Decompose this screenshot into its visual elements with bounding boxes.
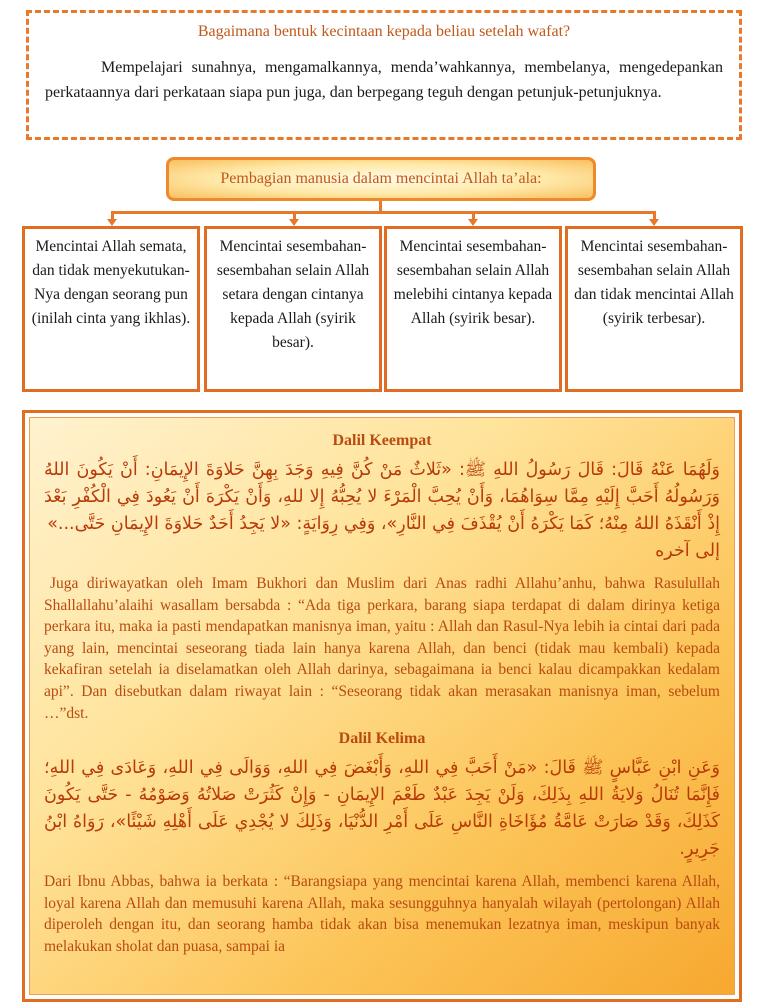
category-text-3: Mencintai sesembahan-sesembahan selain Allah melebihi cintanya kepada Allah (syirik besar). xyxy=(393,238,553,327)
connector-arrow-3 xyxy=(468,219,478,226)
connector-arrow-4 xyxy=(649,219,659,226)
category-box-4 xyxy=(565,226,743,392)
category-box-1 xyxy=(22,226,200,392)
dalil-5-translation: Dari Ibnu Abbas, bahwa ia berkata : “Barangsiapa yang mencintai karena Allah, membenci karena Allah, loyal karena Allah dan memusuhi karena Allah, maka sesungguhnya hanyalah wilayah (pertolongan) Allah diperoleh dengan itu, dan seorang hamba tidak akan bisa menemukan lezatnya iman, meskipun banyak melakukan sholat dan puasa, sampai ia xyxy=(44,873,720,955)
connector-drop-3 xyxy=(472,211,475,219)
connector-horizontal xyxy=(111,211,656,214)
connector-drop-4 xyxy=(653,211,656,219)
faq-answer: Mempelajari sunahnya, mengamalkannya, menda’wahkannya, membelanya, mengedepankan perkataannya dari perkataan siapa pun juga, dan berpegang teguh dengan petunjuk-petunjuknya. xyxy=(45,59,723,101)
dalil-5-title: Dalil Kelima xyxy=(338,730,426,748)
dalil-5-arabic: وَعَنِ ابْنِ عَبَّاسٍ ﷺ قَالَ: «مَنْ أَحَبَّ فِي اللهِ، وَأَبْغَضَ فِي اللهِ، وَوَالَى فِي اللهِ، وَعَادَى فِي اللهِ؛ فَإِنَّمَا تُنَالُ وَلايَةُ اللهِ بِذَلِكَ، وَلَنْ يَجِدَ عَبْدٌ طَعْمَ الإِيمَانِ - وَإِنْ كَثُرَتْ صَلاتُهُ وَصَوْمُهُ - حَتَّى يَكُونَ كَذَلِكَ، وَقَدْ صَارَتْ عَامَّةُ مُؤَاخَاةِ النَّاسِ عَلَى أَمْرِ الدُّنْيَا، وَذَلِكَ لا يُجْدِي عَلَى أَهْلِهِ شَيْئًا»، رَوَاهُ ابْنُ جَرِيرٍ. xyxy=(44,758,720,860)
dalil-4-translation: Juga diriwayatkan oleh Imam Bukhori dan Muslim dari Anas radhi Allahu’anhu, bahwa Rasulullah Shallallahu’alaihi wasallam bersabda : “Ada tiga perkara, barang siapa terdapat di dalam dirinya ketiga perkara itu, maka ia pasti mendapatkan manisnya iman, yaitu : Allah dan Rasul-Nya lebih ia cintai dari pada yang lain, mencintai seseorang tiada lain hanya karena Allah, dan benci (tidak mau kembali) kepada kekafiran setelah ia diselamatkan oleh Allah darinya, sebagaimana ia benci kalau dicampakkan kedalam api”. Dan disebutkan dalam riwayat lain : “Seseorang tidak akan merasakan manisnya iman, sebelum …”dst. xyxy=(44,575,720,722)
diagram-heading-text: Pembagian manusia dalam mencintai Allah ta’ala: xyxy=(220,170,542,187)
dalil-4-arabic-end: إلى آخره xyxy=(655,541,720,561)
dalil-panel-inner xyxy=(29,417,735,995)
connector-drop-2 xyxy=(293,211,296,219)
category-text-2: Mencintai sesembahan-sesembahan selain Allah setara dengan cintanya kepada Allah (syirik besar). xyxy=(216,238,370,351)
category-text-4: Mencintai sesembahan-sesembahan selain Allah dan tidak mencintai Allah (syirik terbesar). xyxy=(574,238,734,327)
dalil-4-title: Dalil Keempat xyxy=(332,432,432,449)
diagram-heading xyxy=(166,157,596,201)
connector-drop-1 xyxy=(111,211,114,219)
category-box-2 xyxy=(204,226,382,392)
connector-arrow-2 xyxy=(289,219,299,226)
dalil-panel xyxy=(22,410,742,1002)
category-text-1: Mencintai Allah semata, dan tidak menyekutukan-Nya dengan seorang pun (inilah cinta yang ikhlas). xyxy=(31,238,191,327)
faq-box xyxy=(26,10,742,140)
dalil-4-arabic: وَلَهُمَا عَنْهُ قَالَ: قَالَ رَسُولُ اللهِ ﷺ: «ثَلاثٌ مَنْ كُنَّ فِيهِ وَجَدَ بِهِنَّ حَلاوَةَ الإِيمَانِ: أَنْ يَكُونَ اللهُ وَرَسُولُهُ أَحَبَّ إِلَيْهِ مِمَّا سِوَاهُمَا، وَأَنْ يُحِبَّ الْمَرْءَ لا يُحِبُّهُ إِلا للهِ، وَأَنْ يَكْرَهَ أَنْ يَعُودَ فِي الْكُفْرِ بَعْدَ إِذْ أَنْقَذَهُ اللهُ مِنْهُ؛ كَمَا يَكْرَهُ أَنْ يُقْذَفَ فِي النَّارِ»، وَفِي رِوَايَةٍ: «لا يَجِدُ أَحَدٌ حَلاوَةَ الإِيمَانِ حَتَّى...» xyxy=(44,460,720,534)
connector-arrow-1 xyxy=(107,219,117,226)
faq-question: Bagaimana bentuk kecintaan kepada beliau setelah wafat? xyxy=(197,23,571,40)
category-box-3 xyxy=(384,226,562,392)
